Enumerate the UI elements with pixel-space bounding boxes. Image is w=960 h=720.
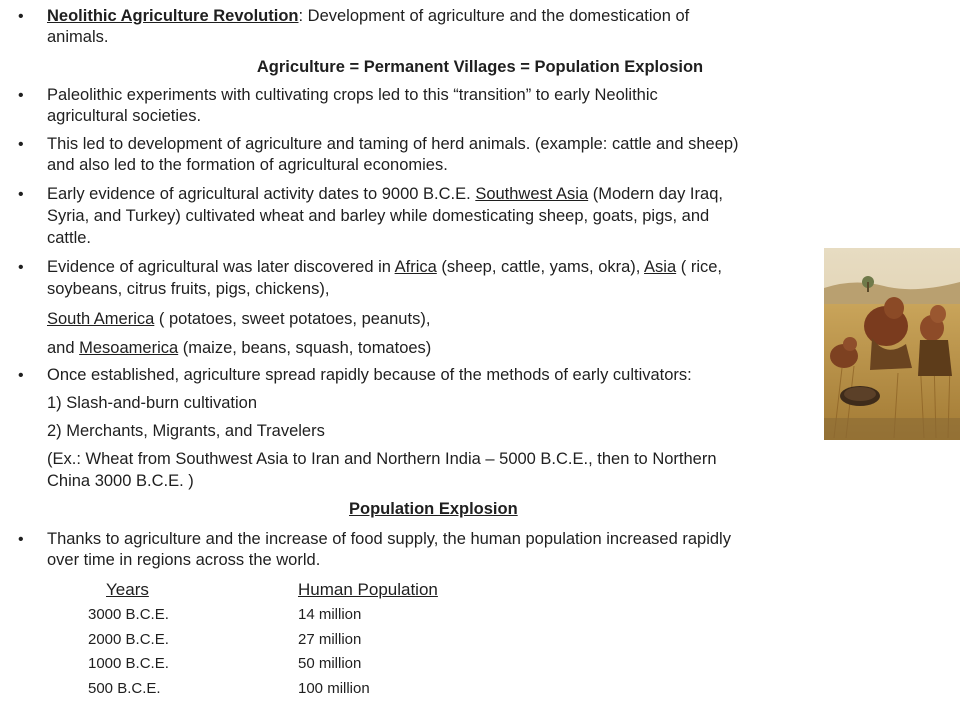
bullet-development: This led to development of agriculture and taming of herd animals. (example: cattle and sheep) [47, 135, 739, 153]
bullet-line: animals. [47, 28, 109, 46]
table-header-population: Human Population [298, 580, 438, 599]
table-cell-year: 1000 B.C.E. [88, 655, 169, 672]
bullet-dot: • [18, 87, 24, 104]
bullet-line: Syria, and Turkey) cultivated wheat and barley while domesticating sheep, goats, pigs, and [47, 207, 710, 225]
bullet-line: and also led to the formation of agricultural economies. [47, 156, 448, 174]
bullet-dot: • [18, 136, 24, 153]
bullet-dot: • [18, 367, 24, 384]
line-south-america: South America ( potatoes, sweet potatoes, peanuts), [47, 310, 431, 328]
bullet-thanks-to-agriculture: Thanks to agriculture and the increase of food supply, the human population increased rapidly [47, 530, 731, 548]
table-cell-year: 3000 B.C.E. [88, 606, 169, 623]
example-line: (Ex.: Wheat from Southwest Asia to Iran and Northern India – 5000 B.C.E., then to Northern [47, 450, 717, 468]
bullet-once-established: Once established, agriculture spread rapidly because of the methods of early cultivators: [47, 366, 692, 384]
link-asia: Asia [644, 258, 677, 276]
bullet-later-evidence: Evidence of agricultural was later discovered in Africa (sheep, cattle, yams, okra), Asia ( rice, [47, 258, 722, 276]
link-africa: Africa [394, 258, 437, 276]
line-mesoamerica: and Mesoamerica (maize, beans, squash, tomatoes) [47, 339, 432, 357]
bullet-dot: • [18, 186, 24, 203]
table-cell-population: 14 million [298, 606, 362, 623]
bullet-dot: • [18, 531, 24, 548]
table-cell-year: 500 B.C.E. [88, 680, 161, 697]
bullet-line: agricultural societies. [47, 107, 202, 125]
link-south-america: South America [47, 310, 155, 328]
heading-population-explosion: Population Explosion [349, 500, 518, 518]
table-cell-year: 2000 B.C.E. [88, 631, 169, 648]
bullet-dot: • [18, 8, 24, 25]
heading-agriculture-equation: Agriculture = Permanent Villages = Population Explosion [256, 58, 704, 76]
table-cell-population: 100 million [298, 680, 370, 697]
method-item-1: 1) Slash-and-burn cultivation [47, 394, 258, 412]
bullet-paleolithic: Paleolithic experiments with cultivating crops led to this “transition” to early Neolithic [47, 86, 658, 104]
table-cell-population: 27 million [298, 631, 362, 648]
bullet-line: over time in regions across the world. [47, 551, 321, 569]
bullet-early-evidence: Early evidence of agricultural activity dates to 9000 B.C.E. Southwest Asia (Modern day Iraq, [47, 185, 723, 203]
bullet-line: cattle. [47, 229, 92, 247]
table-cell-population: 50 million [298, 655, 362, 672]
example-line: China 3000 B.C.E. ) [47, 472, 194, 490]
bullet-line: soybeans, citrus fruits, pigs, chickens), [47, 280, 330, 298]
link-southwest-asia: Southwest Asia [475, 185, 589, 203]
illustration-svg [824, 248, 960, 440]
bullet-neolithic-revolution: Neolithic Agriculture Revolution: Development of agriculture and the domestication of [47, 7, 690, 25]
bullet-dot: • [18, 259, 24, 276]
method-item-2: 2) Merchants, Migrants, and Travelers [47, 422, 325, 440]
table-header-years: Years [106, 580, 149, 599]
term-neolithic-revolution: Neolithic Agriculture Revolution [47, 7, 299, 25]
neolithic-farmers-illustration [824, 248, 960, 440]
link-mesoamerica: Mesoamerica [79, 339, 179, 357]
